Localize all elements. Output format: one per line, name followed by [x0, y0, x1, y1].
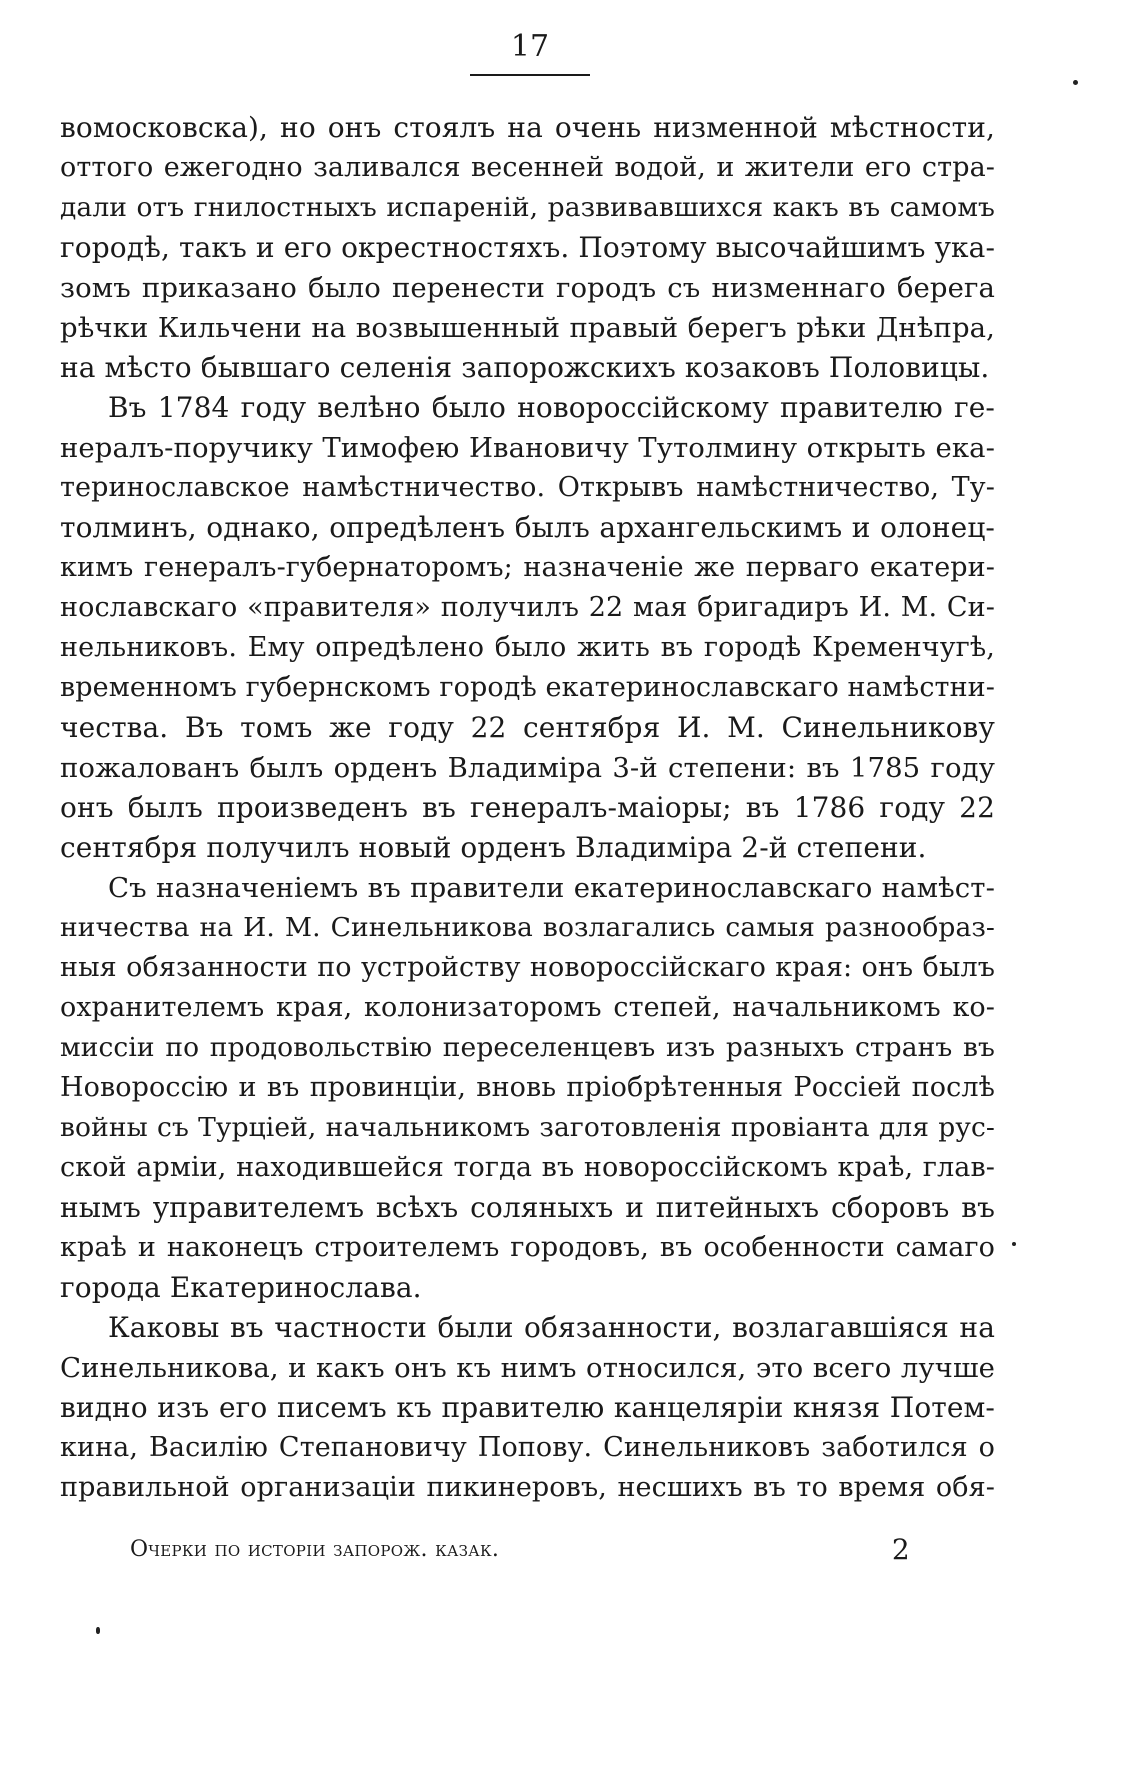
text-line: видно изъ его писемъ къ правителю канцеляріи князя Потем- [60, 1391, 995, 1424]
text-line: сентября получилъ новый орденъ Владиміра 2-й степени. [60, 831, 927, 864]
text-line: чества. Въ томъ же году 22 сентября И. М. Синельникову [60, 711, 995, 744]
text-line: вомосковска), но онъ стоялъ на очень низменной мѣстности, [60, 111, 995, 144]
text-line: на мѣсто бывшаго селенія запорожскихъ козаковъ Половицы. [60, 351, 990, 384]
text-line: Новороссію и въ провинціи, вновь пріобрѣтенныя Россіей послѣ [60, 1072, 995, 1103]
text-line: толминъ, однако, опредѣленъ былъ архангельскимъ и олонец- [60, 511, 995, 544]
paragraph-3 [60, 868, 995, 1308]
text-line: охранителемъ края, колонизаторомъ степей, начальникомъ ко- [60, 992, 995, 1023]
text-line: теринославское намѣстничество. Открывъ намѣстничество, Ту- [60, 472, 995, 503]
page-footer [130, 1532, 910, 1568]
body-text [60, 108, 995, 1508]
page-number-rule [470, 74, 590, 76]
ink-speck [96, 1627, 100, 1634]
text-line: миссіи по продовольствію переселенцевъ изъ разныхъ странъ въ [60, 1032, 995, 1063]
text-line: дали отъ гнилостныхъ испареній, развивавшихся какъ въ самомъ [60, 192, 995, 223]
text-line: кимъ генералъ-губернаторомъ; назначеніе же перваго екатери- [60, 552, 995, 583]
text-line: пожалованъ былъ орденъ Владиміра 3-й степени: въ 1785 году [60, 752, 995, 784]
text-line: ныя обязанности по устройству новороссійскаго края: онъ былъ [60, 952, 995, 983]
text-line: нымъ управителемъ всѣхъ соляныхъ и питейныхъ сборовъ въ [60, 1191, 995, 1224]
signature-mark: 2 [891, 1533, 910, 1566]
text-line: ской арміи, находившейся тогда въ новороссійскомъ краѣ, глав- [60, 1152, 995, 1183]
text-line: нералъ-поручику Тимофею Ивановичу Тутолмину открыть ека- [60, 432, 995, 464]
text-line: нельниковъ. Ему опредѣлено было жить въ городѣ Кременчугѣ, [60, 632, 995, 663]
text-line: кина, Василію Степановичу Попову. Синельниковъ заботился о [60, 1432, 995, 1463]
paragraph-1 [60, 108, 995, 388]
text-line: городѣ, такъ и его окрестностяхъ. Поэтому высочайшимъ ука- [60, 231, 996, 264]
text-line: Въ 1784 году велѣно было новороссійскому правителю ге- [108, 391, 995, 424]
text-line: временномъ губернскомъ городѣ екатеринославскаго намѣстни- [60, 672, 995, 703]
paragraph-4 [60, 1308, 995, 1508]
text-line: города Екатеринослава. [60, 1271, 422, 1304]
text-line: войны съ Турціей, начальникомъ заготовленія провіанта для рус- [60, 1112, 995, 1143]
ink-speck [1012, 1242, 1016, 1246]
text-line: оттого ежегодно заливался весенней водой, и жители его стра- [60, 152, 995, 183]
page-number: 17 [510, 29, 550, 64]
text-line: зомъ приказано было перенести городъ съ низменнаго берега [60, 272, 995, 304]
text-line: онъ былъ произведенъ въ генералъ-маіоры; въ 1786 году 22 [60, 791, 995, 824]
text-line: рѣчки Кильчени на возвышенный правый берегъ рѣки Днѣпра, [60, 312, 995, 344]
signature-title: Очерки по исторіи запорож. казак. [130, 1537, 500, 1562]
text-line: правильной организаціи пикинеровъ, несшихъ въ то время обя- [60, 1472, 995, 1503]
text-line: ничества на И. М. Синельникова возлагались самыя разнообраз- [60, 912, 995, 943]
ink-speck [1073, 80, 1078, 85]
text-line: нославскаго «правителя» получилъ 22 мая бригадиръ И. М. Си- [60, 592, 995, 623]
paragraph-2 [60, 388, 995, 868]
text-line: Каковы въ частности были обязанности, возлагавшіяся на [108, 1311, 995, 1344]
text-line: Съ назначеніемъ въ правители екатеринославскаго намѣст- [108, 872, 995, 904]
text-line: краѣ и наконецъ строителемъ городовъ, въ особенности самаго [60, 1232, 995, 1263]
text-line: Синельникова, и какъ онъ къ нимъ относился, это всего лучше [60, 1352, 995, 1384]
